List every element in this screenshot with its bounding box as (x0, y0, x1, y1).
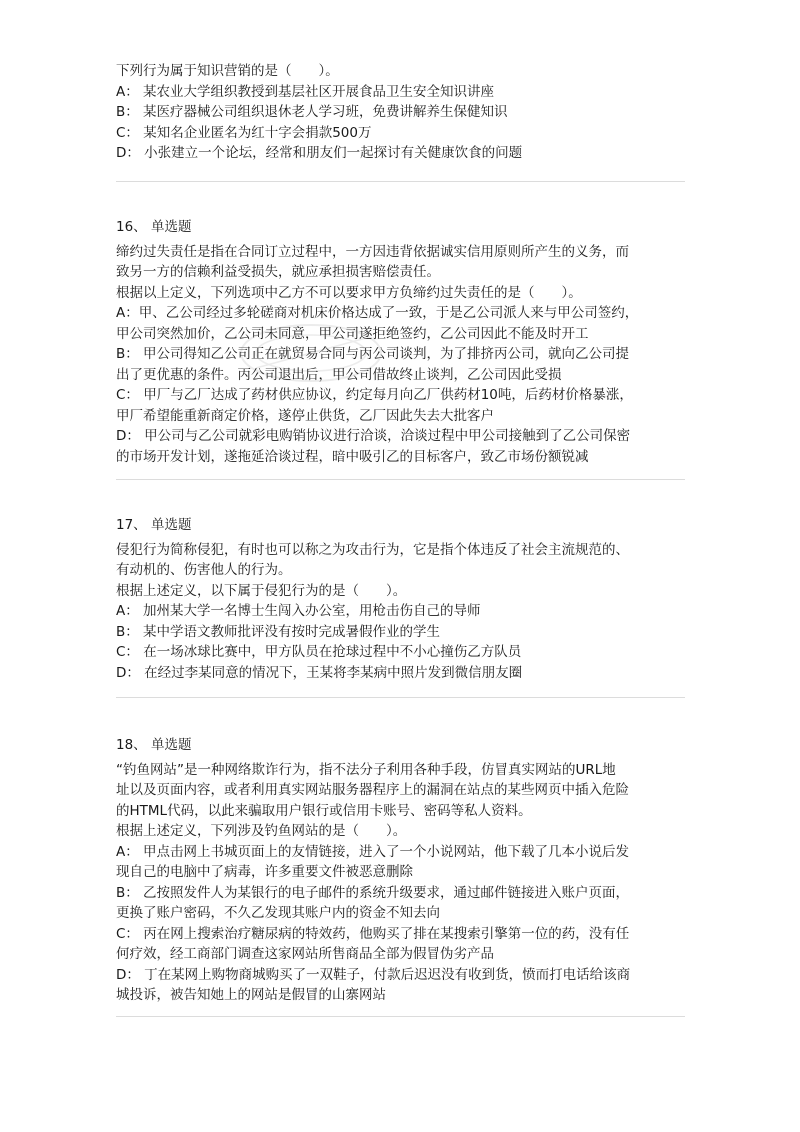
option-d: D： 丁在某网上购物商城购买了一双鞋子，付款后迟迟没有收到货，愤而打电话给该商 (116, 966, 631, 983)
option-c-cont: 甲厂希望能重新商定价格，遂停止供货，乙厂因此失去大批客户 (116, 407, 494, 424)
definition-text: 缔约过失责任是指在合同订立过程中，一方因违背依据诚实信用原则所产生的义务，而 (116, 243, 629, 260)
option-a: A： 某农业大学组织教授到基层社区开展食品卫生安全知识讲座 (116, 83, 495, 100)
option-d-cont: 城投诉，被告知她上的网站是假冒的山寨网站 (116, 987, 386, 1003)
option-a: A： 甲点击网上书城页面上的友情链接，进入了一个小说网站，他下载了几本小说后发 (116, 843, 630, 860)
definition-text: “钓鱼网站”是一种网络欺诈行为，指不法分子利用各种手段，仿冒真实网站的URL地 (116, 761, 616, 778)
option-a: A： 加州某大学一名博士生闯入办公室，用枪击伤自己的导师 (116, 603, 481, 619)
question-17 (116, 515, 686, 683)
question-stem: 根据上述定义，以下属于侵犯行为的是（ ）。 (116, 582, 407, 599)
option-c: C： 甲厂与乙厂达成了药材供应协议，约定每月向乙厂供药材10吨，后药材价格暴涨， (116, 387, 633, 403)
option-b-cont: 出了更优惠的条件。丙公司退出后，甲公司借故终止谈判，乙公司因此受损 (116, 366, 562, 383)
option-a-cont: 现自己的电脑中了病毒，许多重要文件被恶意删除 (116, 864, 413, 880)
option-d-cont: 的市场开发计划，遂拖延洽谈过程，暗中吸引乙的目标客户，致乙市场份额锐减 (116, 448, 589, 465)
definition-text: 致另一方的信赖利益受损失，就应承担损害赔偿责任。 (116, 264, 440, 280)
divider (116, 181, 685, 182)
option-c-cont: 何疗效，经工商部门调查这家网站所售商品全部为假冒伪劣产品 (116, 946, 494, 962)
question-header: 16、 单选题 (116, 219, 192, 235)
question-stem: 根据以上定义，下列选项中乙方不可以要求甲方负缔约过失责任的是（ ）。 (116, 284, 582, 301)
option-d: D： 在经过李某同意的情况下，王某将李某病中照片发到微信朋友圈 (116, 664, 523, 681)
option-b: B： 乙按照发件人为某银行的电子邮件的系统升级要求，通过邮件链接进入账户页面， (116, 884, 630, 901)
option-a-cont: 甲公司突然加价，乙公司未同意，甲公司遂拒绝签约，乙公司因此不能及时开工 (116, 325, 589, 342)
definition-text: 有动机的、伤害他人的行为。 (116, 562, 292, 578)
question-16 (116, 217, 686, 467)
question-15 (116, 61, 686, 164)
option-b: B： 某中学语文教师批评没有按时完成暑假作业的学生 (116, 623, 441, 640)
question-stem: 下列行为属于知识营销的是（ ）。 (116, 63, 339, 79)
option-c: C： 在一场冰球比赛中，甲方队员在抢球过程中不小心撞伤乙方队员 (116, 644, 522, 660)
divider (116, 479, 685, 480)
question-header: 18、 单选题 (116, 737, 192, 753)
option-c: C： 丙在网上搜索治疗糖尿病的特效药，他购买了排在某搜索引擎第一位的药，没有任 (116, 925, 630, 942)
option-c: C： 某知名企业匿名为红十字会捐款500万 (116, 124, 372, 141)
divider (116, 1016, 685, 1017)
question-stem: 根据上述定义，下列涉及钓鱼网站的是（ ）。 (116, 823, 407, 839)
definition-text: 侵犯行为简称侵犯，有时也可以称之为攻击行为，它是指个体违反了社会主流规范的、 (116, 541, 629, 558)
definition-text: 址以及页面内容，或者利用真实网站服务器程序上的漏洞在站点的某些网页中插入危险 (116, 782, 629, 798)
question-header: 17、 单选题 (116, 517, 192, 533)
question-18 (116, 735, 686, 1006)
option-b: B： 甲公司得知乙公司正在就贸易合同与丙公司谈判，为了排挤丙公司，就向乙公司提 (116, 346, 630, 362)
divider (116, 697, 685, 698)
definition-text: 的HTML代码，以此来骗取用户银行或信用卡账号、密码等私人资料。 (116, 802, 532, 819)
option-b-cont: 更换了账户密码，不久乙发现其账户内的资金不知去向 (116, 905, 440, 921)
option-a: A：甲、乙公司经过多轮磋商对机床价格达成了一致，于是乙公司派人来与甲公司签约， (116, 305, 639, 321)
option-d: D： 甲公司与乙公司就彩电购销协议进行洽谈，洽谈过程中甲公司接触到了乙公司保密 (116, 428, 631, 444)
option-d: D： 小张建立一个论坛，经常和朋友们一起探讨有关健康饮食的问题 (116, 145, 523, 161)
option-b: B： 某医疗器械公司组织退休老人学习班，免费讲解养生保健知识 (116, 104, 508, 120)
